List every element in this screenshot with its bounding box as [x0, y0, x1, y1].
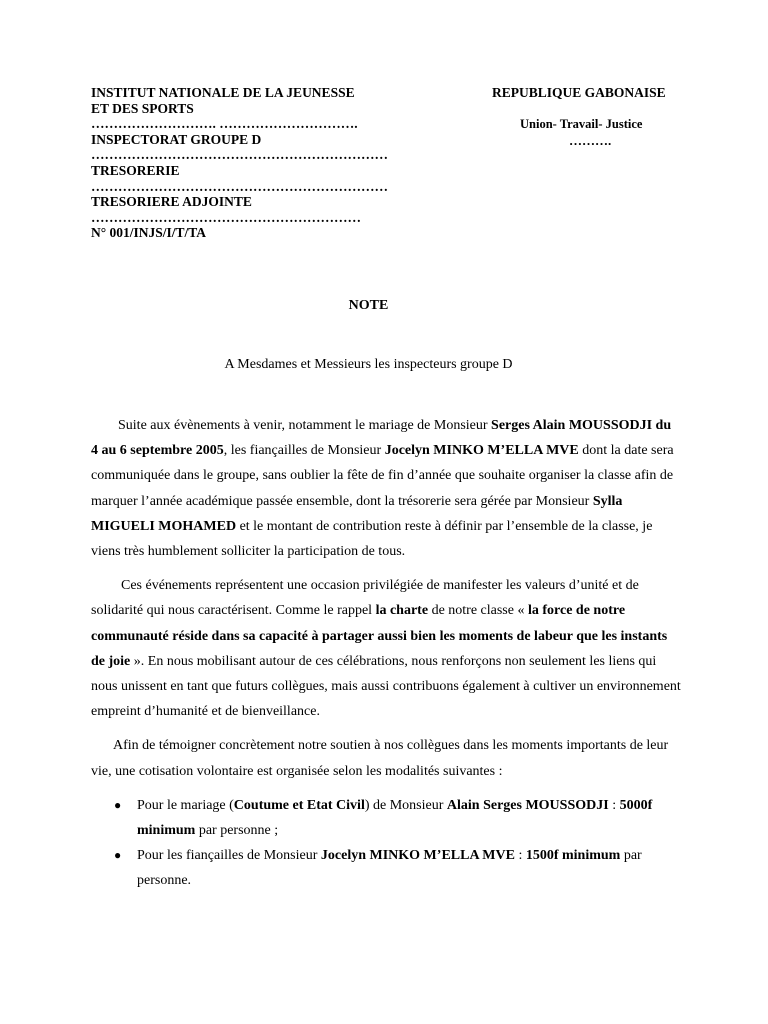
bullet-icon: ●	[114, 797, 122, 812]
list-item-text	[137, 848, 642, 888]
header-line: ET DES SPORTS	[91, 100, 194, 116]
header-line: …………………………………………………………	[91, 147, 388, 163]
bold-text: 5000f minimum	[137, 797, 653, 839]
body-paragraph	[91, 413, 681, 564]
institution-header-block	[91, 85, 421, 241]
list-item	[91, 793, 681, 843]
bold-text: Jocelyn MINKO M’ELLA MVE	[384, 443, 579, 459]
text-run: Pour le mariage (	[137, 797, 234, 813]
text-run: dont la date sera communiquée dans le groupe, sans oublier la fête de fin d’année que souhaite organiser la classe afin de marquer l’année académique passée ensemble, dont la trésorerie sera gérée par Monsieur	[91, 443, 674, 509]
text-run: Afin de témoigner concrètement notre soutien à nos collègues dans les moments importants de leur vie, une cotisation volontaire est organisée selon les modalités suivantes :	[91, 738, 669, 779]
document-title: NOTE	[348, 298, 389, 313]
text-run: :	[514, 848, 526, 864]
text-run: par personne.	[137, 848, 642, 889]
bold-text: la charte	[375, 603, 429, 619]
header-line: INSTITUT NATIONALE DE LA JEUNESSE	[91, 85, 355, 100]
bullet-icon: ●	[114, 848, 122, 863]
header-line: ……………………………………………………	[91, 209, 361, 225]
reference-number: N° 001/INJS/I/T/TA	[91, 225, 207, 241]
text-run: de notre classe «	[428, 603, 528, 619]
addressee-line: A Mesdames et Messieurs les inspecteurs groupe D	[224, 357, 513, 372]
text-run: ) de Monsieur	[364, 797, 447, 813]
list-item-text	[137, 798, 652, 838]
header-line: TRESORERIE	[91, 162, 180, 178]
text-run: , les fiançailles de Monsieur	[223, 443, 385, 459]
bold-text: Serges Alain MOUSSODJI du 4 au 6 septembre 2005	[91, 418, 672, 459]
bold-text: 1500f minimum	[525, 848, 621, 864]
list-item	[91, 843, 681, 893]
text-run: Suite aux évènements à venir, notamment le mariage de Monsieur	[118, 418, 492, 433]
bold-text: Jocelyn MINKO M’ELLA MVE	[320, 848, 515, 864]
text-run: Pour les fiançailles de Monsieur	[137, 848, 321, 864]
text-run: et le montant de contribution reste à définir par l’ensemble de la classe, je viens très humblement solliciter la participation de tous.	[91, 518, 653, 560]
text-run: par personne ;	[195, 823, 279, 839]
bold-text: Coutume et Etat Civil	[233, 797, 365, 813]
header-line: ………………………. ………………………….	[91, 116, 358, 132]
text-run: ». En nous mobilisant autour de ces célébrations, nous renforçons non seulement les liens qui nous unissent en tant que futurs collègues, mais aussi contribuons également à cultiver un environnement empreint d’humanité et de bienveillance.	[91, 653, 681, 720]
bold-text: la force de notre communauté réside dans sa capacité à partager aussi bien les moments de labeur que les instants de joie	[91, 603, 668, 669]
text-run: Ces événements représentent une occasion privilégiée de manifester les valeurs d’unité et de solidarité qui nous caractérisent. Comme le rappel	[91, 578, 639, 619]
header-line: TRESORIERE ADJOINTE	[91, 194, 252, 210]
contribution-list	[91, 793, 681, 894]
bold-text: Sylla MIGUELI MOHAMED	[91, 493, 623, 534]
bold-text: Alain Serges MOUSSODJI	[446, 797, 609, 813]
header-line: INSPECTORAT GROUPE D	[91, 131, 262, 147]
text-run: :	[608, 797, 620, 813]
body-paragraph	[91, 733, 681, 783]
national-motto: Union- Travail- Justice	[520, 117, 643, 131]
motto-dots: ……….	[569, 133, 612, 148]
republic-title: REPUBLIQUE GABONAISE	[492, 85, 666, 100]
header-line: …………………………………………………………	[91, 178, 388, 194]
body-paragraph	[91, 573, 681, 724]
document-body	[91, 413, 681, 894]
